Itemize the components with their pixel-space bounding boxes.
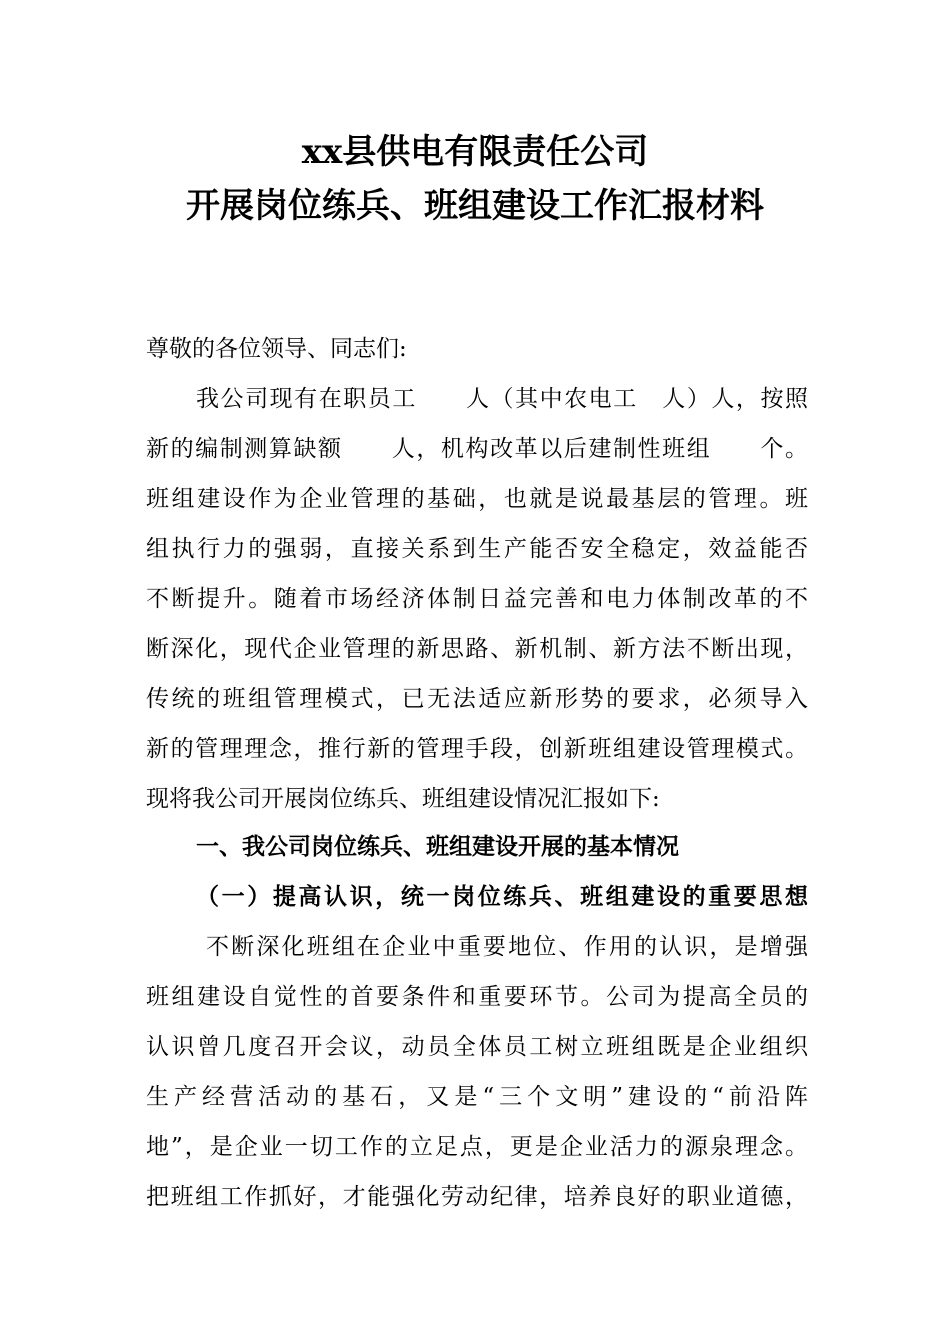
subsection-heading: （一）提高认识，统一岗位练兵、班组建设的重要思想 (196, 883, 808, 910)
body-line: 班组建设自觉性的首要条件和重要环节。公司为提高全员的 (146, 984, 808, 1010)
body-line: 新的管理理念，推行新的管理手段，创新班组建设管理模式。 (146, 736, 808, 762)
body-line: 班组建设作为企业管理的基础，也就是说最基层的管理。班 (146, 486, 808, 512)
body-line: 断深化，现代企业管理的新思路、新机制、新方法不断出现， (146, 636, 808, 662)
body-line: 生产经营活动的基石，又是“三个文明”建设的“前沿阵 (146, 1084, 808, 1110)
document-title-line-2: 开展岗位练兵、班组建设工作汇报材料 (186, 186, 764, 226)
body-line: 地”，是企业一切工作的立足点，更是企业活力的源泉理念。 (146, 1134, 808, 1160)
document-title-line-1: xx县供电有限责任公司 (301, 132, 649, 172)
section-heading: 一、我公司岗位练兵、班组建设开展的基本情况 (196, 833, 679, 860)
body-line: 认识曾几度召开会议，动员全体员工树立班组既是企业组织 (146, 1034, 808, 1060)
body-line: 现将我公司开展岗位练兵、班组建设情况汇报如下: (146, 786, 660, 812)
body-line: 组执行力的强弱，直接关系到生产能否安全稳定，效益能否 (146, 536, 808, 562)
body-line: 传统的班组管理模式，已无法适应新形势的要求，必须导入 (146, 686, 808, 712)
body-line: 新的编制测算缺额 人，机构改革以后建制性班组 个。 (146, 436, 808, 462)
salutation: 尊敬的各位领导、同志们: (146, 336, 407, 362)
body-line: 不断深化班组在企业中重要地位、作用的认识，是增强 (206, 934, 808, 960)
body-line: 我公司现有在职员工 人（其中农电工 人）人，按照 (196, 386, 808, 412)
body-line: 把班组工作抓好，才能强化劳动纪律，培养良好的职业道德， (146, 1184, 808, 1210)
body-line: 不断提升。随着市场经济体制日益完善和电力体制改革的不 (146, 586, 808, 612)
